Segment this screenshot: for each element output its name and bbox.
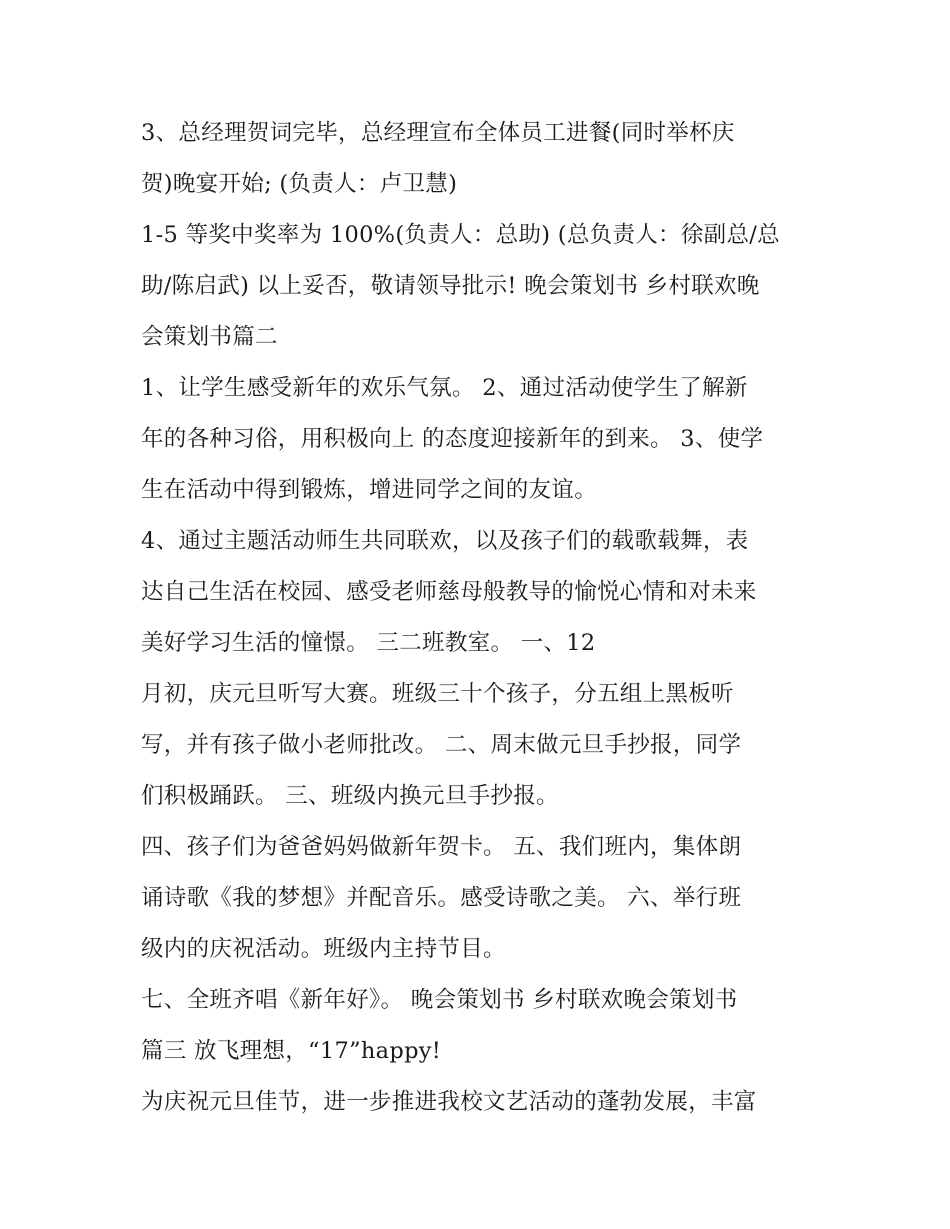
- text-line: 会策划书篇二: [141, 324, 278, 350]
- text-line: 七、全班齐唱《新年好》。 晚会策划书 乡村联欢晚会策划书: [141, 987, 738, 1013]
- text-line: 写，并有孩子做小老师批改。 二、周末做元旦手抄报，同学: [141, 732, 742, 758]
- paragraph-section-three: [141, 975, 821, 1077]
- text-line: 为庆祝元旦佳节，进一步推进我校文艺活动的蓬勃发展，丰富: [141, 1089, 757, 1115]
- text-line: 篇三 放飞理想，“17”happy!: [141, 1038, 442, 1064]
- text-line: 贺)晚宴开始; (负责人：卢卫慧): [141, 171, 458, 197]
- paragraph-goals: [141, 363, 821, 516]
- text-line: 3、总经理贺词完毕，总经理宣布全体员工进餐(同时举杯庆: [141, 120, 735, 146]
- text-line: 达自己生活在校园、感受老师慈母般教导的愉悦心情和对未来: [141, 579, 757, 605]
- text-line: 四、孩子们为爸爸妈妈做新年贺卡。 五、我们班内，集体朗: [141, 834, 742, 860]
- text-line: 月初，庆元旦听写大赛。班级三十个孩子，分五组上黑板听: [141, 681, 734, 707]
- paragraph-prize-rate: [141, 210, 821, 363]
- text-line: 级内的庆祝活动。班级内主持节目。: [141, 936, 506, 962]
- text-line: 1-5 等奖中奖率为 100%(负责人：总助) (总负责人：徐副总/总: [141, 222, 780, 248]
- paragraph-celebration: [141, 1077, 821, 1128]
- text-line: 助/陈启武) 以上妥否，敬请领导批示! 晚会策划书 乡村联欢晚: [141, 273, 760, 299]
- document-body: [141, 108, 821, 1128]
- text-line: 年的各种习俗，用积极向上 的态度迎接新年的到来。 3、使学: [141, 426, 764, 452]
- text-line: 诵诗歌《我的梦想》并配音乐。感受诗歌之美。 六、举行班: [141, 885, 742, 911]
- paragraph-activities-two: [141, 822, 821, 975]
- text-line: 生在活动中得到锻炼，增进同学之间的友谊。: [141, 477, 598, 503]
- text-line: 4、通过主题活动师生共同联欢，以及孩子们的载歌载舞，表: [141, 528, 749, 554]
- text-line: 美好学习生活的憧憬。 三二班教室。 一、12: [141, 630, 596, 656]
- paragraph-activities-one: [141, 669, 821, 822]
- paragraph-goal-four: [141, 516, 821, 669]
- text-line: 们积极踊跃。 三、班级内换元旦手抄报。: [141, 783, 559, 809]
- paragraph-banquet-start: [141, 108, 821, 210]
- text-line: 1、让学生感受新年的欢乐气氛。 2、通过活动使学生了解新: [141, 375, 748, 401]
